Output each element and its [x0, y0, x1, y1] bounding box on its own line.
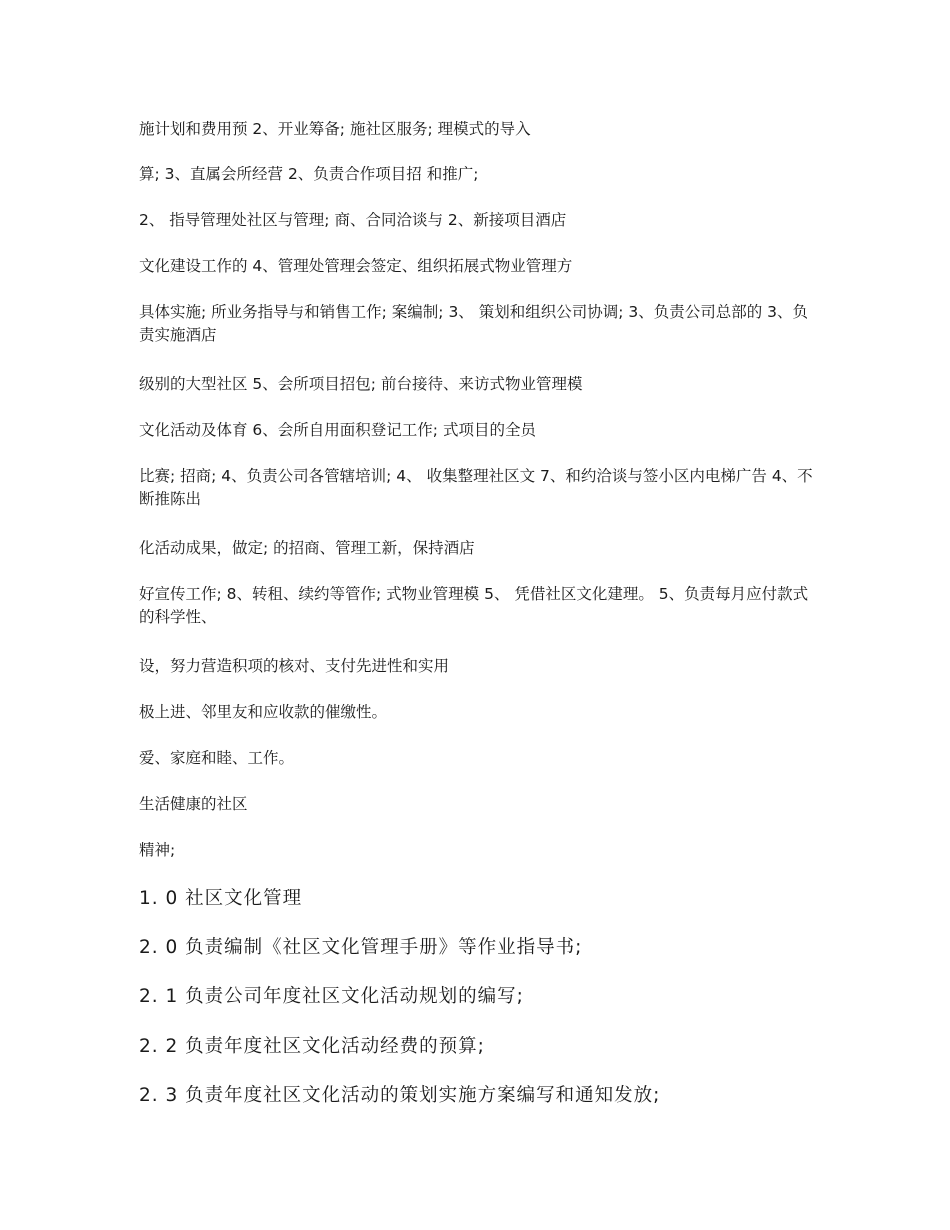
paragraph-line: 生活健康的社区 [139, 795, 248, 813]
paragraph-line: 极上进、邻里友和应收款的催缴性。 [139, 703, 388, 721]
section-item: 2. 1 负责公司年度社区文化活动规划的编写; [139, 986, 524, 1007]
paragraph-line: 施计划和费用预 2、开业筹备; 施社区服务; 理模式的导入 [139, 120, 531, 138]
paragraph-line: 化活动成果，做定; 的招商、管理工新，保持酒店 [139, 539, 475, 557]
paragraph-line: 文化建设工作的 4、管理处管理会签定、组织拓展式物业管理方 [139, 257, 573, 275]
paragraph-line: 好宣传工作; 8、转租、续约等管作; 式物业管理模 5、 凭借社区文化建理。 5、负责每月应付款式的科学性、 [139, 585, 809, 626]
section-item: 2. 3 负责年度社区文化活动的策划实施方案编写和通知发放; [139, 1085, 661, 1106]
paragraph-line: 级别的大型社区 5、会所项目招包; 前台接待、来访式物业管理模 [139, 375, 583, 393]
paragraph-line: 2、 指导管理处社区与管理; 商、合同洽谈与 2、新接项目酒店 [139, 211, 567, 229]
paragraph-line: 精神; [139, 841, 176, 859]
section-item: 2. 0 负责编制《社区文化管理手册》等作业指导书; [139, 937, 583, 958]
section-heading: 1. 0 社区文化管理 [139, 888, 303, 909]
paragraph-line: 算; 3、直属会所经营 2、负责合作项目招 和推广; [139, 165, 479, 183]
paragraph-line: 具体实施; 所业务指导与和销售工作; 案编制; 3、 策划和组织公司协调; 3、负责公司总部的 3、负责实施酒店 [139, 303, 809, 344]
paragraph-line: 设，努力营造积项的核对、支付先进性和实用 [139, 657, 450, 675]
paragraph-line: 比赛; 招商; 4、负责公司各管辖培训; 4、 收集整理社区文 7、和约洽谈与签小区内电梯广告 4、不断推陈出 [139, 467, 813, 508]
paragraph-line: 爱、家庭和睦、工作。 [139, 749, 295, 767]
section-item: 2. 2 负责年度社区文化活动经费的预算; [139, 1036, 485, 1057]
paragraph-line: 文化活动及体育 6、会所自用面积登记工作; 式项目的全员 [139, 421, 536, 439]
